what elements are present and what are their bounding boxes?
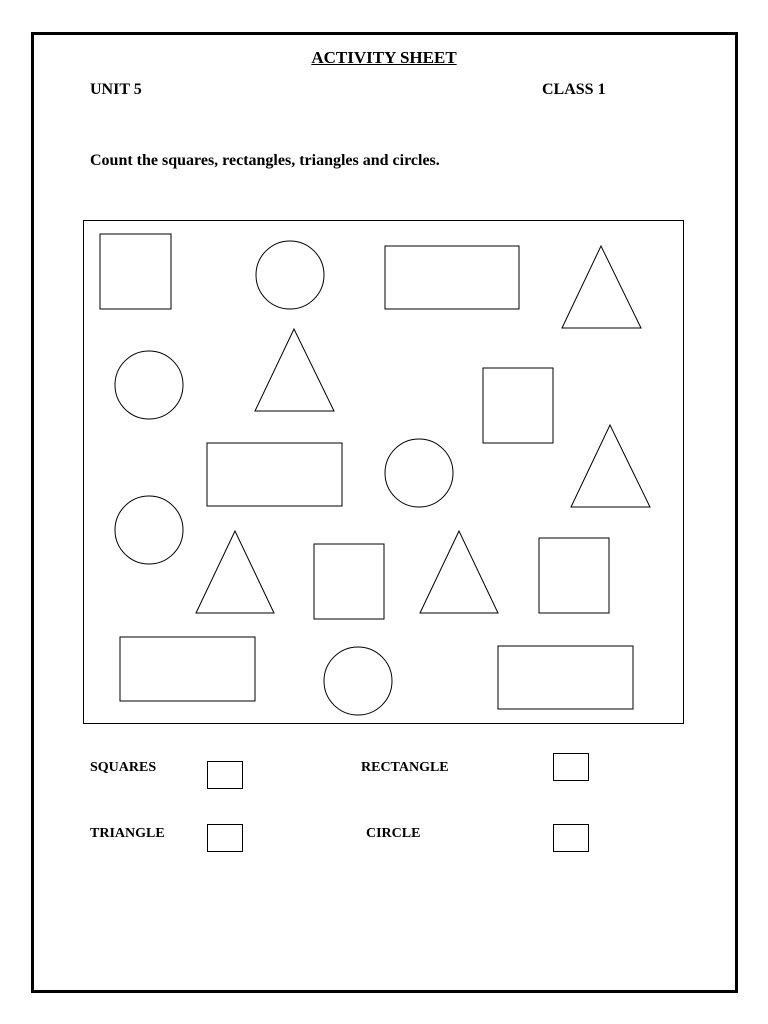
circle-shape	[385, 439, 453, 507]
sheet-title: ACTIVITY SHEET	[311, 48, 457, 67]
square-shape	[314, 544, 384, 619]
squares-answer-box[interactable]	[207, 761, 243, 789]
class-label: CLASS 1	[542, 81, 606, 98]
unit-label: UNIT 5	[90, 81, 142, 98]
circle-label: CIRCLE	[366, 826, 421, 841]
rectangle-shape	[385, 246, 519, 309]
square-shape	[483, 368, 553, 443]
circle-shape	[256, 241, 324, 309]
rectangle-shape	[207, 443, 342, 506]
triangle-answer-box[interactable]	[207, 824, 243, 852]
circle-shape	[115, 496, 183, 564]
square-shape	[100, 234, 171, 309]
rectangle-label: RECTANGLE	[361, 760, 449, 775]
rectangle-answer-box[interactable]	[553, 753, 589, 781]
circle-answer-box[interactable]	[553, 824, 589, 852]
square-shape	[539, 538, 609, 613]
rectangle-shape	[120, 637, 255, 701]
instruction-text: Count the squares, rectangles, triangles and circles.	[90, 152, 440, 169]
circle-shape	[115, 351, 183, 419]
triangle-label: TRIANGLE	[90, 826, 165, 841]
squares-label: SQUARES	[90, 760, 157, 775]
circle-shape	[324, 647, 392, 715]
rectangle-shape	[498, 646, 633, 709]
